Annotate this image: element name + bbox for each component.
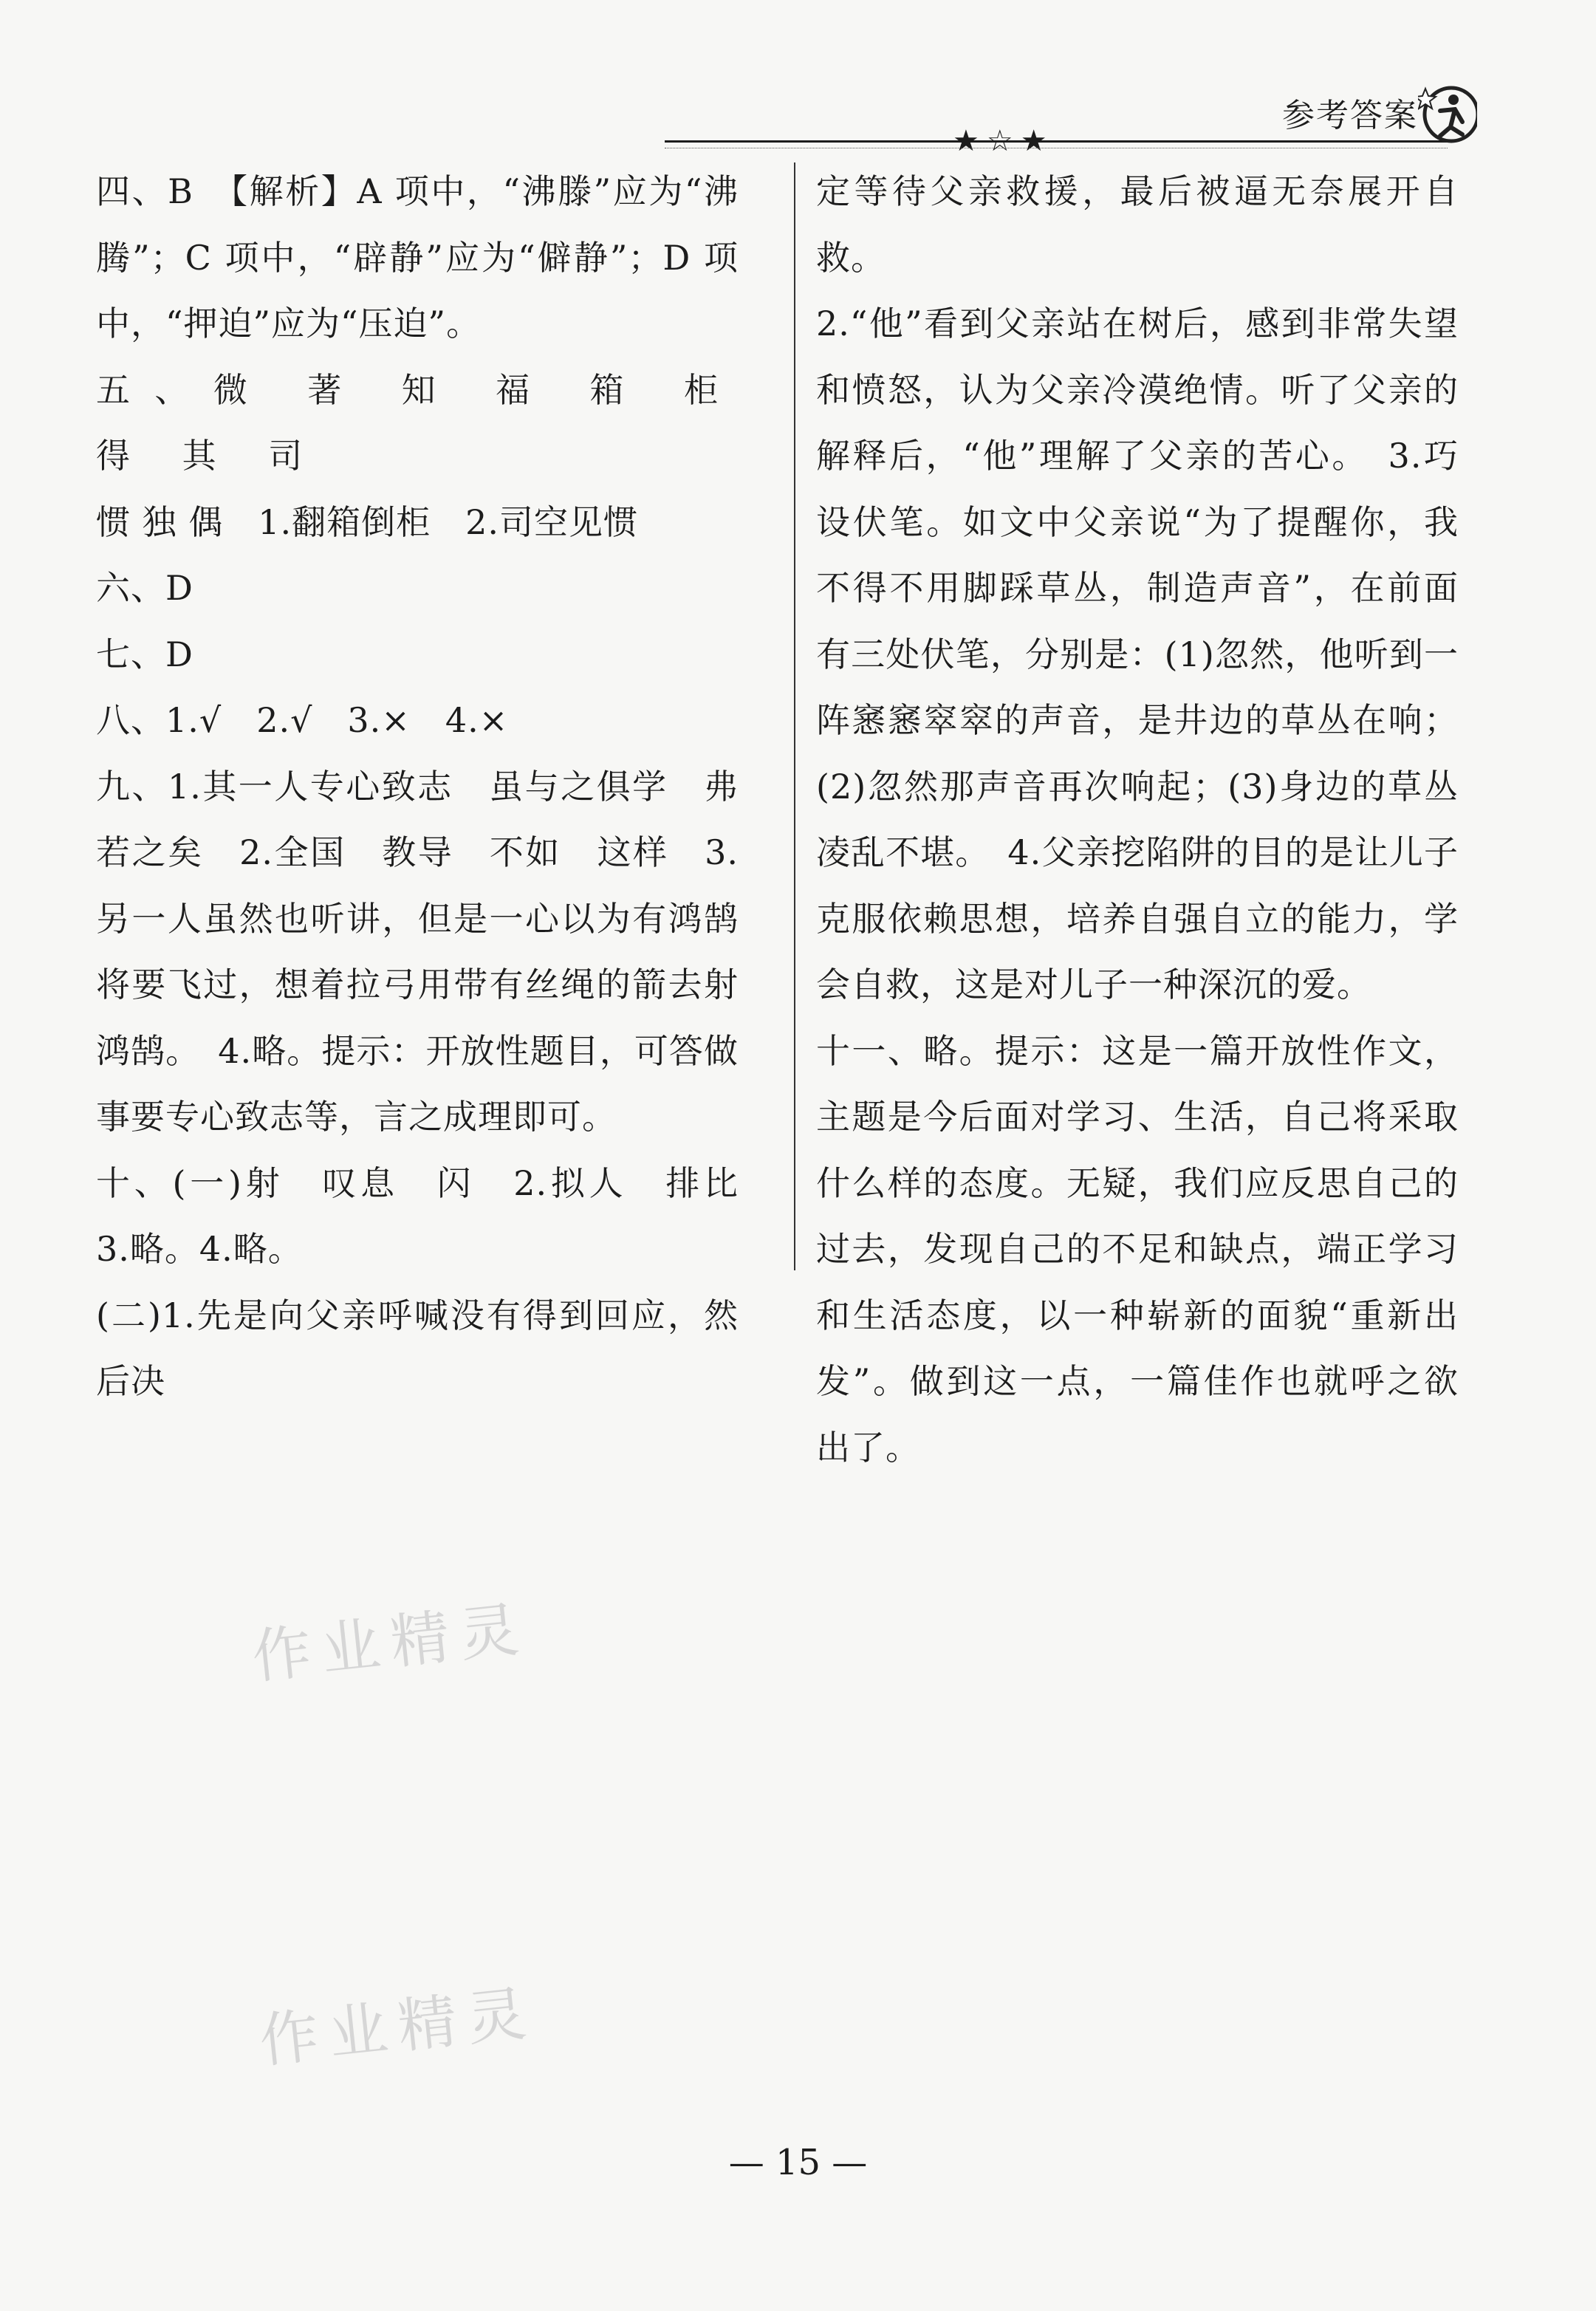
star-decoration: ★☆★	[953, 124, 1055, 158]
runner-logo-icon	[1418, 81, 1477, 148]
answer-10-part2-cont: 定等待父亲救援，最后被逼无奈展开自救。	[816, 171, 1459, 278]
header-title: 参考答案	[1282, 97, 1418, 134]
left-column	[96, 159, 773, 1415]
answer-5-line2: 惯 独 偶 1.翻箱倒柜 2.司空见惯	[96, 501, 639, 542]
watermark-text: 作业精灵	[248, 1594, 532, 1692]
page-header	[665, 81, 1477, 162]
answer-4: 四、B 【解析】A 项中，“沸滕”应为“沸腾”；C 项中，“辟静”应为“僻静”；D 项中，“押迫”应为“压迫”。	[96, 171, 739, 343]
page-number: — 15 —	[728, 2142, 868, 2183]
answer-10-part2-q2-4: 2.“他”看到父亲站在树后，感到非常失望和愤怒，认为父亲冷漠绝情。听了父亲的解释后，“他”理解了父亲的苦心。 3.巧设伏笔。如文中父亲说“为了提醒你，我不得不用脚踩草丛，制造声音”，在前面有三处伏笔，分别是：(1)忽然，他听到一阵窸窸窣窣的声音，是井边的草丛在响；(2)忽然那声音再次响起；(3)身边的草丛凌乱不堪。 4.父亲挖陷阱的目的是让儿子克服依赖思想，培养自强自立的能力，学会自救，这是对儿子一种深沉的爱。	[816, 304, 1459, 1004]
answer-11: 十一、略。提示：这是一篇开放性作文，主题是今后面对学习、生活，自己将采取什么样的态度。无疑，我们应反思自己的过去，发现自己的不足和缺点，端正学习和生活态度，以一种崭新的面貌“重新出发”。做到这一点，一篇佳作也就呼之欲出了。	[816, 1030, 1459, 1468]
answer-7: 七、D	[96, 634, 193, 674]
answer-8: 八、1.√ 2.√ 3.× 4.×	[96, 700, 509, 740]
answer-5-line1: 五、微 著 知 福 箱 柜 得 其 司	[96, 369, 739, 476]
column-divider	[794, 162, 795, 1270]
right-column	[816, 159, 1459, 1481]
answer-10-part2-start: (二)1.先是向父亲呼喊没有得到回应，然后决	[96, 1295, 739, 1401]
header-rule	[665, 140, 1448, 143]
answer-10-part1: 十、(一)射 叹息 闪 2.拟人 排比 3.略。4.略。	[96, 1163, 773, 1269]
watermark-text: 作业精灵	[256, 1978, 540, 2076]
answer-9: 九、1.其一人专心致志 虽与之俱学 弗若之矣 2.全国 教导 不如 这样 3.另一人虽然也听讲，但是一心以为有鸿鹄将要飞过，想着拉弓用带有丝绳的箭去射鸿鹄。 4.略。提示：开放性题目，可答做事要专心致志等，言之成理即可。	[96, 766, 739, 1137]
answer-6: 六、D	[96, 568, 193, 608]
